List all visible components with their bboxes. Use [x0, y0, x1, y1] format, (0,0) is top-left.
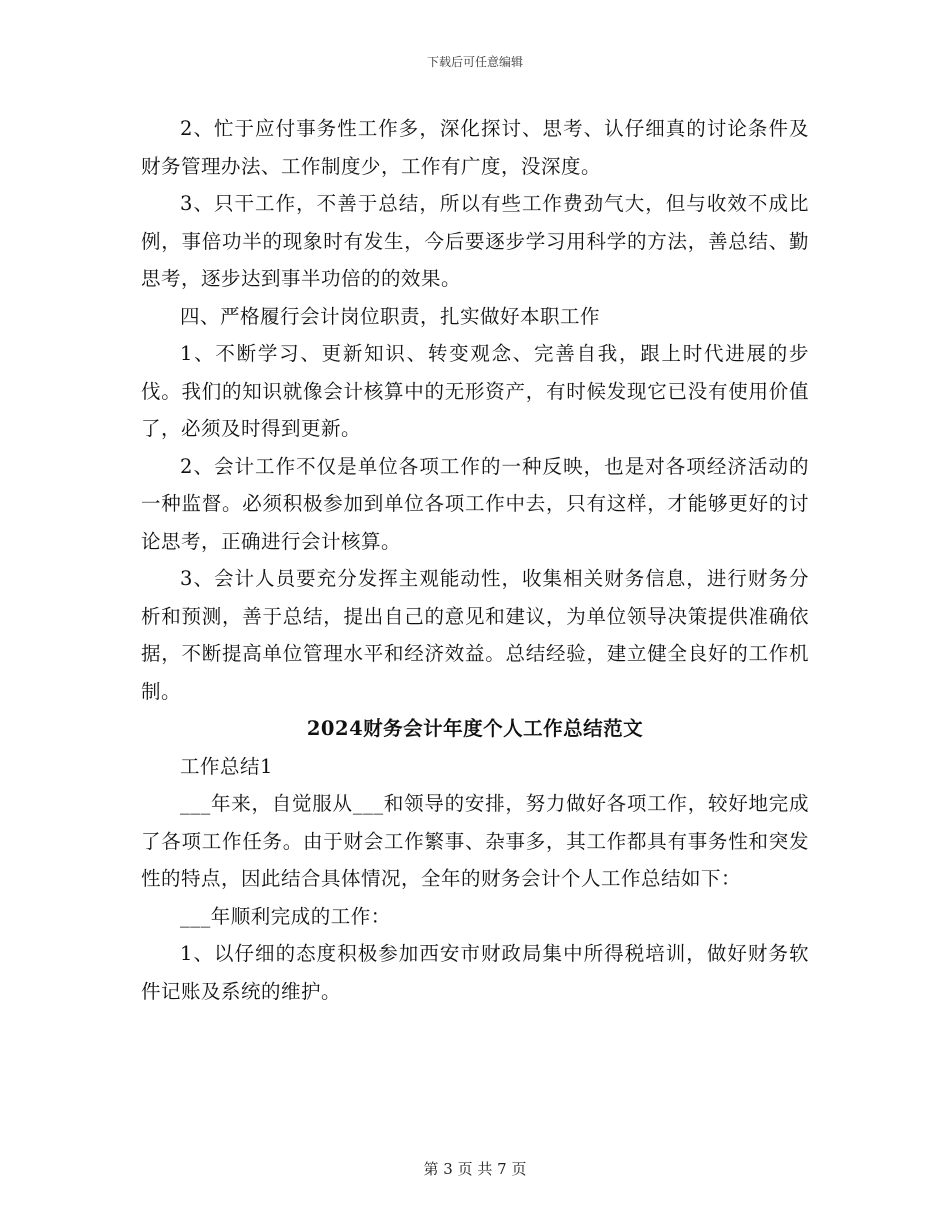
article-subtitle: 工作总结1 — [180, 754, 273, 778]
paragraph-s4-item-2: 2、会计工作不仅是单位各项工作的一种反映，也是对各项经济活动的一种监督。必须积极参加到单位各项工作中去，只有这样，才能够更好的讨论思考，正确进行会计核算。 — [141, 454, 809, 553]
document-body — [141, 110, 809, 1010]
paragraph-s1-item-3: 3、只干工作，不善于总结，所以有些工作费劲气大，但与收效不成比例，事倍功半的现象时有发生，今后要逐步学习用科学的方法，善总结、勤思考，逐步达到事半功倍的的效果。 — [141, 192, 809, 290]
section-heading-4: 四、严格履行会计岗位职责，扎实做好本职工作 — [180, 304, 601, 328]
article-paragraph-1: ___年来，自觉服从___和领导的安排，努力做好各项工作，较好地完成了各项工作任务。由于财会工作繁事、杂事多，其工作都具有事务性和突发性的特点，因此结合具体情况，全年的财务会计个人工作总结如下： — [141, 792, 809, 890]
article-title: 2024财务会计年度个人工作总结范文 — [306, 717, 644, 740]
article-paragraph-3: 1、以仔细的态度积极参加西安市财政局集中所得税培训，做好财务软件记账及系统的维护。 — [141, 942, 809, 1003]
paragraph-s4-item-1: 1、不断学习、更新知识、转变观念、完善自我，跟上时代进展的步伐。我们的知识就像会计核算中的无形资产，有时候发现它已没有使用价值了，必须及时得到更新。 — [141, 342, 809, 440]
page-header-note: 下载后可任意编辑 — [426, 55, 523, 69]
paragraph-s1-item-2: 2、忙于应付事务性工作多，深化探讨、思考、认仔细真的讨论条件及财务管理办法、工作制度少，工作有广度，没深度。 — [141, 117, 809, 178]
page-number-footer: 第 3 页 共 7 页 — [423, 1160, 527, 1178]
paragraph-s4-item-3: 3、会计人员要充分发挥主观能动性，收集相关财务信息，进行财务分析和预测，善于总结，提出自己的意见和建议，为单位领导决策提供准确依据，不断提高单位管理水平和经济效益。总结经验，建立健全良好的工作机制。 — [141, 567, 809, 703]
article-paragraph-2: ___年顺利完成的工作： — [180, 904, 391, 928]
